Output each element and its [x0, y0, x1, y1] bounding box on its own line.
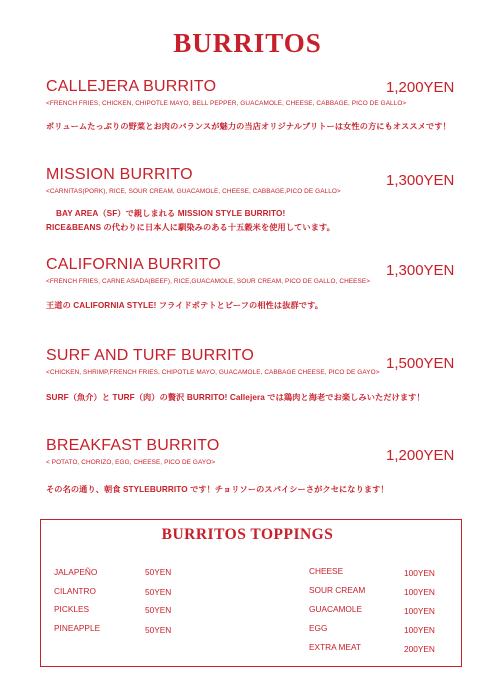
item-name: CALIFORNIA BURRITO [46, 256, 221, 273]
item-price: 1,500YEN [386, 355, 455, 372]
item-description: SURF（魚介）と TURF（肉）の贅沢 BURRITO! Callejera では鶏肉と海老でお楽しみいただけます！ [46, 393, 425, 402]
item-description: RICE&BEANS の代わりに日本人に馴染みのある十五穀米を使用しています。 [46, 223, 335, 232]
item-price: 1,200YEN [386, 79, 455, 96]
item-ingredients: <FRENCH FRIES, CARNE ASADA(BEEF), RICE,GUACAMOLE, SOUR CREAM, PICO DE GALLO, CHEESE> [46, 278, 371, 285]
item-price: 1,300YEN [386, 262, 455, 279]
item-ingredients: <FRENCH FRIES, CHICKEN, CHIPOTLE MAYO, BELL PEPPER, GUACAMOLE, CHEESE, CABBAGE, PICO DE GALLO> [46, 100, 407, 107]
item-description: BAY AREA（SF）で親しまれる MISSION STYLE BURRITO! [56, 209, 286, 218]
item-name: SURF AND TURF BURRITO [46, 347, 255, 364]
item-description: その名の通り、朝食 STYLEBURRITO です！チョリソーのスパイシーさがクセになります！ [46, 485, 389, 494]
topping-price: 100YEN [404, 568, 435, 578]
topping-name: PICKLES [54, 604, 90, 614]
topping-name: EXTRA MEAT [309, 642, 361, 652]
toppings-title: BURRITOS TOPPINGS [161, 526, 334, 543]
topping-name: JALAPEÑO [54, 567, 98, 577]
topping-name: EGG [309, 623, 328, 633]
item-ingredients: <CARNITAS(PORK), RICE, SOUR CREAM, GUACAMOLE, CHEESE, CABBAGE,PICO DE GALLO> [46, 188, 341, 195]
topping-name: CHEESE [309, 566, 344, 576]
topping-name: SOUR CREAM [309, 585, 366, 595]
topping-price: 50YEN [145, 567, 172, 577]
item-price: 1,200YEN [386, 447, 455, 464]
item-description: 王道の CALIFORNIA STYLE! フライドポテトとビーフの相性は抜群です。 [46, 301, 323, 310]
topping-price: 50YEN [145, 605, 172, 615]
topping-price: 200YEN [404, 644, 435, 654]
topping-price: 100YEN [404, 587, 435, 597]
menu-title: BURRITOS [173, 28, 322, 58]
item-name: CALLEJERA BURRITO [46, 78, 217, 95]
topping-price: 100YEN [404, 606, 435, 616]
item-price: 1,300YEN [386, 172, 455, 189]
topping-price: 50YEN [145, 587, 172, 597]
topping-price: 100YEN [404, 625, 435, 635]
topping-price: 50YEN [145, 625, 172, 635]
topping-name: PINEAPPLE [54, 623, 101, 633]
item-ingredients: < POTATO, CHORIZO, EGG, CHEESE, PICO DE GAYO> [46, 459, 216, 466]
item-name: BREAKFAST BURRITO [46, 437, 220, 454]
topping-name: GUACAMOLE [309, 604, 363, 614]
topping-name: CILANTRO [54, 586, 96, 596]
item-name: MISSION BURRITO [46, 166, 193, 183]
item-ingredients: <CHICKEN, SHRIMP,FRENCH FRIES, CHIPOTLE MAYO, GUACAMOLE, CABBAGE CHEESE, PICO DE GAYO> [46, 369, 380, 376]
item-description: ボリュームたっぷりの野菜とお肉のバランスが魅力の当店オリジナルブリトーは女性の方にもオススメです！ [46, 122, 451, 131]
